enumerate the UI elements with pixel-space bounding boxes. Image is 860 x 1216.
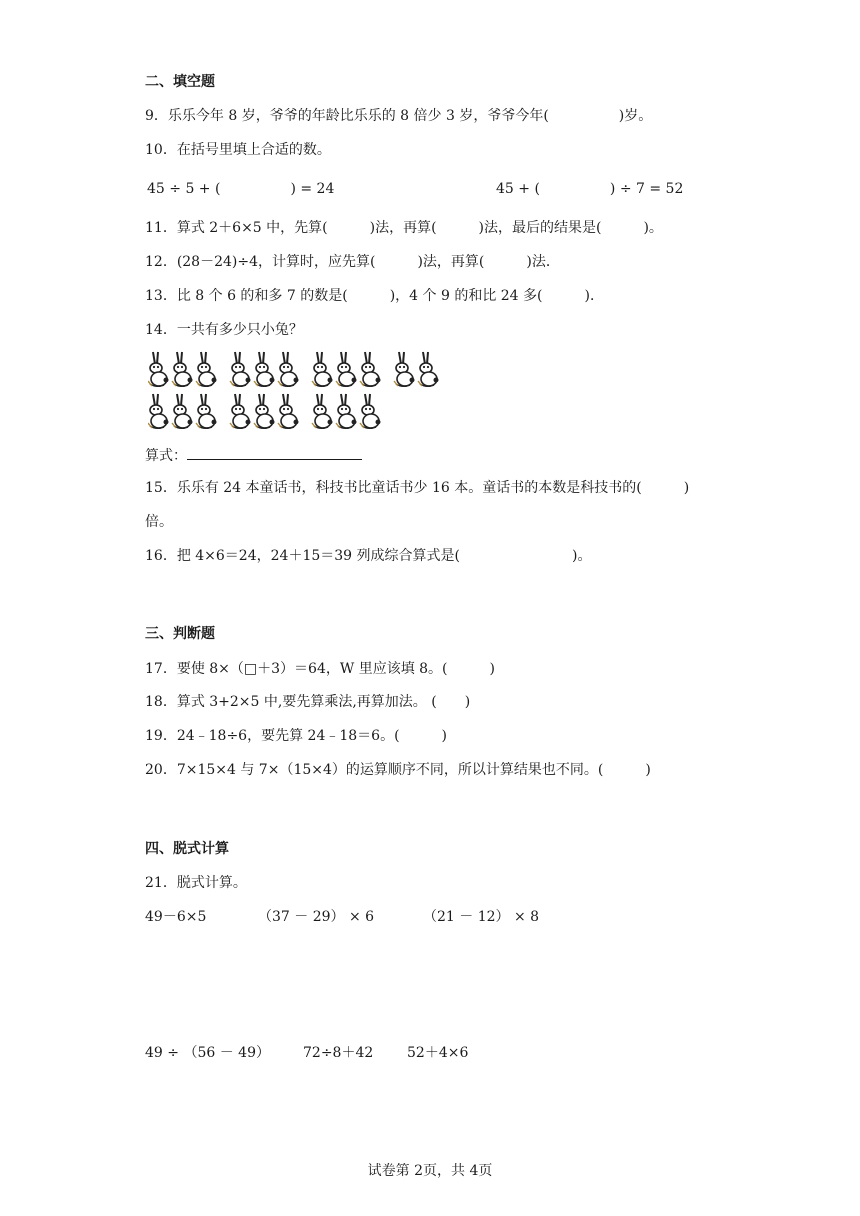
rabbit-icon <box>148 352 169 386</box>
question-15-line-1: 15．乐乐有 24 本童话书，科技书比童话书少 16 本。童话书的本数是科技书的( ) <box>145 480 690 496</box>
rabbit-icon <box>418 352 439 386</box>
calc-item: 49 ÷ （56 － 49） <box>145 1045 270 1061</box>
rabbit-icon <box>360 352 381 386</box>
question-21: 21．脱式计算。 <box>145 875 247 891</box>
question-10-equation-2: 45 + ( ) ÷ 7 = 52 <box>496 181 684 197</box>
rabbit-icon <box>254 394 275 428</box>
section-4-title: 四、脱式计算 <box>145 841 229 857</box>
question-15-line-2: 倍。 <box>145 514 173 530</box>
rabbit-icon <box>172 352 193 386</box>
page-footer: 试卷第 2页，共 4页 <box>367 1163 493 1179</box>
rabbit-icon <box>230 352 251 386</box>
calc-item: 72÷8＋42 <box>303 1045 374 1061</box>
question-10: 10．在括号里填上合适的数。 <box>145 142 331 158</box>
question-10-equation-1: 45 ÷ 5 + ( ) = 24 <box>147 181 335 197</box>
section-2-title: 二、填空题 <box>145 74 215 90</box>
rabbit-icon <box>172 394 193 428</box>
calc-item: （37 － 29） × 6 <box>258 909 375 925</box>
question-18: 18．算式 3+2×5 中,要先算乘法,再算加法。 ( ) <box>145 694 471 710</box>
question-11: 11．算式 2＋6×5 中，先算( )法，再算( )法，最后的结果是( )。 <box>145 220 663 236</box>
question-20: 20．7×15×4 与 7×（15×4）的运算顺序不同，所以计算结果也不同。( ) <box>145 762 651 778</box>
rabbit-icon <box>254 352 275 386</box>
formula-answer-line[interactable] <box>187 445 362 460</box>
rabbit-icon <box>336 394 357 428</box>
question-14-formula <box>145 445 362 466</box>
rabbit-icon <box>336 352 357 386</box>
rabbit-icon <box>360 394 381 428</box>
question-19: 19．24﹣18÷6，要先算 24﹣18＝6。( ) <box>145 728 447 744</box>
question-13: 13．比 8 个 6 的和多 7 的数是( )，4 个 9 的和比 24 多( )． <box>145 288 604 304</box>
rabbit-icon <box>278 352 299 386</box>
rabbit-icon <box>196 352 217 386</box>
rabbit-icon <box>278 394 299 428</box>
question-9: 9．乐乐今年 8 岁，爷爷的年龄比乐乐的 8 倍少 3 岁，爷爷今年( )岁。 <box>145 108 653 124</box>
calc-item: 52＋4×6 <box>407 1045 469 1061</box>
rabbit-icon <box>148 394 169 428</box>
calc-item: 49－6×5 <box>145 909 207 925</box>
formula-label: 算式： <box>145 448 187 464</box>
question-14: 14．一共有多少只小兔？ <box>145 322 303 338</box>
rabbit-icon <box>312 352 333 386</box>
calc-item: （21 － 12） × 8 <box>423 909 540 925</box>
rabbits-illustration <box>148 350 448 434</box>
question-16: 16．把 4×6＝24，24＋15＝39 列成综合算式是( )。 <box>145 548 592 564</box>
rabbit-icon <box>196 394 217 428</box>
rabbit-icon <box>312 394 333 428</box>
question-17: 17．要使 8×（□＋3）＝64，W 里应该填 8。( ) <box>145 661 495 677</box>
question-12: 12．(28－24)÷4，计算时，应先算( )法，再算( )法． <box>145 254 560 270</box>
rabbit-icon <box>230 394 251 428</box>
section-3-title: 三、判断题 <box>145 626 215 642</box>
rabbit-icon <box>394 352 415 386</box>
